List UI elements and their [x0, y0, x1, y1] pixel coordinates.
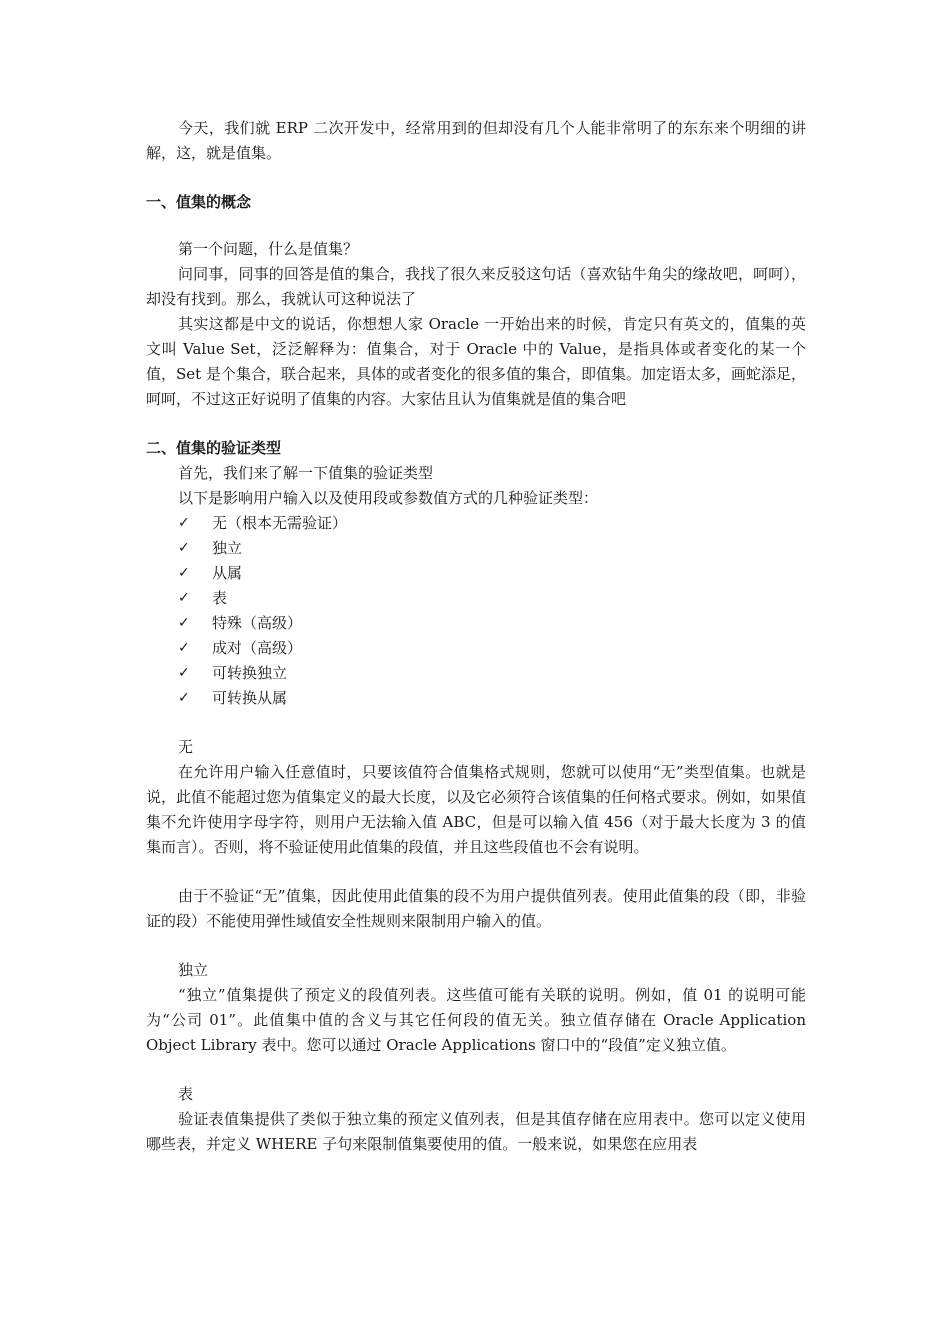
- validation-type-list: [146, 511, 806, 711]
- checkmark-icon: ✓: [178, 565, 190, 581]
- checkmark-icon: ✓: [178, 540, 190, 556]
- checkmark-icon: ✓: [178, 515, 190, 531]
- section-heading-validation-types: 二、值集的验证类型: [146, 439, 282, 457]
- checkmark-icon: ✓: [178, 640, 190, 656]
- independent-type-title: 独立: [178, 961, 209, 979]
- validation-intro-line-2: 以下是影响用户输入以及使用段或参数值方式的几种验证类型：: [178, 489, 599, 507]
- independent-type-paragraph: “独立”值集提供了预定义的段值列表。这些值可能有关联的说明。例如，值 01 的说明可能为“公司 01”。此值集中值的含义与其它任何段的值无关。独立值存储在 Oracle Application Object Library 表中。您可以通过 Oracle Applications 窗口中的“段值”定义独立值。: [146, 986, 806, 1054]
- document-page: [146, 116, 806, 1157]
- list-item: ✓ 可转换从属: [146, 686, 806, 711]
- list-item: ✓ 从属: [146, 561, 806, 586]
- validation-intro-line-1: 首先，我们来了解一下值集的验证类型: [178, 464, 434, 482]
- checkmark-icon: ✓: [178, 615, 190, 631]
- none-type-paragraph-1: 在允许用户输入任意值时，只要该值符合值集格式规则，您就可以使用“无”类型值集。也就是说，此值不能超过您为值集定义的最大长度，以及它必须符合该值集的任何格式要求。例如，如果值集不允许使用字母字符，则用户无法输入值 ABC，但是可以输入值 456（对于最大长度为 3 的值集而言）。否则，将不验证使用此值集的段值，并且这些段值也不会有说明。: [146, 763, 807, 856]
- intro-paragraph: 今天，我们就 ERP 二次开发中，经常用到的但却没有几个人能非常明了的东东来个明细的讲解，这，就是值集。: [146, 119, 806, 162]
- table-type-paragraph: 验证表值集提供了类似于独立集的预定义值列表，但是其值存储在应用表中。您可以定义使用哪些表，并定义 WHERE 子句来限制值集要使用的值。一般来说，如果您在应用表: [146, 1110, 806, 1153]
- list-item: ✓ 表: [146, 586, 806, 611]
- table-type-title: 表: [178, 1085, 194, 1103]
- concept-paragraph-2: 其实这都是中文的说话，你想想人家 Oracle 一开始出来的时候，肯定只有英文的，值集的英文叫 Value Set，泛泛解释为：值集合，对于 Oracle 中的 Value，是指具体或者变化的某一个值，Set 是个集合，联合起来，具体的或者变化的很多值的集合，即值集。加定语太多，画蛇添足，呵呵，不过这正好说明了值集的内容。大家估且认为值集就是值的集合吧: [146, 315, 806, 408]
- checkmark-icon: ✓: [178, 665, 190, 681]
- list-item: ✓ 特殊（高级）: [146, 611, 806, 636]
- concept-question: 第一个问题，什么是值集？: [178, 240, 359, 258]
- section-heading-concept: 一、值集的概念: [146, 193, 252, 211]
- list-item: ✓ 成对（高级）: [146, 636, 806, 661]
- list-item: ✓ 无（根本无需验证）: [146, 511, 806, 536]
- checkmark-icon: ✓: [178, 590, 190, 606]
- checkmark-icon: ✓: [178, 690, 190, 706]
- list-item: ✓ 可转换独立: [146, 661, 806, 686]
- none-type-title: 无: [178, 738, 194, 756]
- list-item: ✓ 独立: [146, 536, 806, 561]
- none-type-paragraph-2: 由于不验证“无”值集，因此使用此值集的段不为用户提供值列表。使用此值集的段（即，非验证的段）不能使用弹性域值安全性规则来限制用户输入的值。: [146, 887, 806, 930]
- concept-paragraph-1: 问同事，同事的回答是值的集合，我找了很久来反驳这句话（喜欢钻牛角尖的缘故吧，呵呵），却没有找到。那么，我就认可这种说法了: [146, 265, 806, 308]
